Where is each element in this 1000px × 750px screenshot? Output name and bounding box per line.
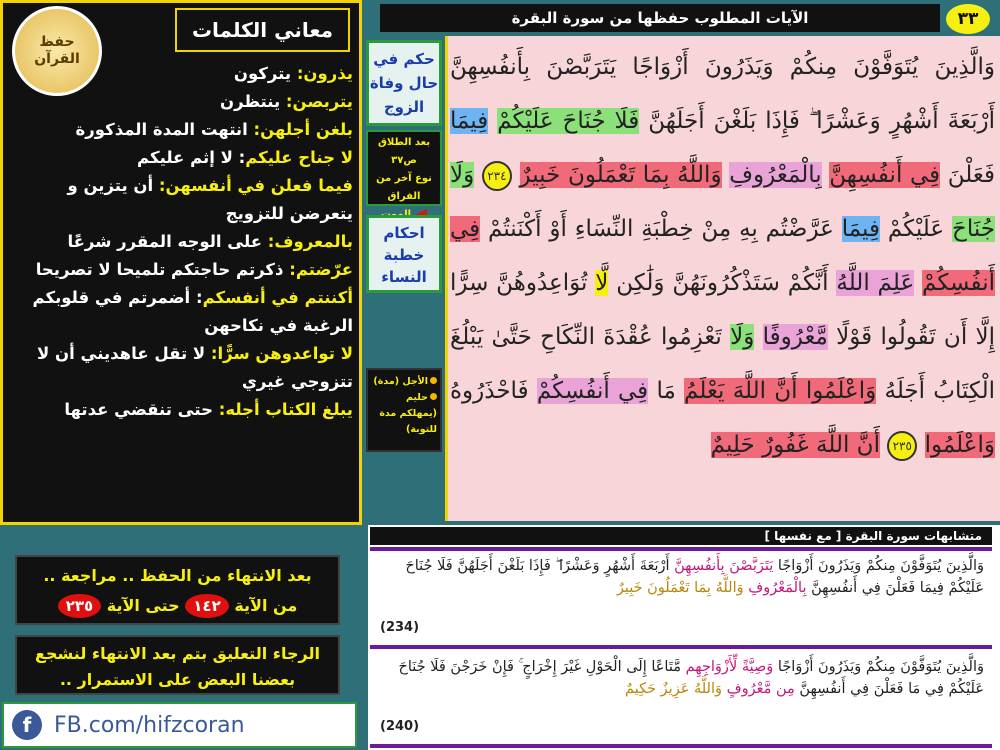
- logo-line1: حفظ: [39, 34, 75, 51]
- meaning-item: [8, 172, 353, 228]
- meaning-item: [8, 256, 353, 284]
- quran-verses: [450, 40, 995, 472]
- comment-request-box: الرجاء التعليق بتم بعد الانتهاء لنشجع بعضنا البعض على الاستمرار ..: [15, 635, 340, 695]
- meaning-term: فيما فعلن في أنفسهن:: [158, 176, 353, 195]
- meaning-item: [8, 88, 353, 116]
- ajal-item-text: الأجل (مدة): [373, 376, 428, 387]
- highlight-pink: عَلِمَ اللَّهُ: [836, 270, 915, 296]
- meaning-def: يتركون: [233, 64, 297, 83]
- ruling-widow-line: حال وفاة: [369, 74, 439, 92]
- talaq-line1: بعد الطلاق ص٣٧: [377, 137, 431, 166]
- ayah-number-235: ٢٣٥: [887, 431, 917, 461]
- similar-verses-header: متشابهات سورة البقرة [ مع نفسها ]: [370, 527, 992, 545]
- bullet-icon: [430, 377, 437, 384]
- meaning-def: انتهت المدة المذكورة: [75, 120, 254, 139]
- verse-text: تَعْزِمُوا عُقْدَةَ النِّكَاحِ حَتَّىٰ يَبْلُغَ الْكِتَابُ أَجَلَهُ: [450, 324, 995, 404]
- ajal-note-box: [366, 368, 442, 452]
- review-instruction-box: [15, 555, 340, 625]
- highlight-blue: فِيمَا: [841, 216, 880, 242]
- highlight-yellow: لَّا: [595, 270, 609, 296]
- meaning-def: لا تقل عاهديني أن لا تتزوجي غيري: [37, 344, 353, 391]
- similar-verse-234: [370, 547, 992, 649]
- highlight-red: فِي أَنفُسِهِنَّ: [829, 162, 941, 188]
- meaning-def: ذكرتم حاجتكم تلميحا لا تصريحا: [35, 260, 290, 279]
- verse-text: مَّتَاعًا إِلَى الْحَوْلِ غَيْرَ إِخْرَاجٍ ۚ فَإِنْ خَرَجْنَ فَلَا جُنَاحَ عَلَيْكُمْ فِي مَا فَعَلْنَ فِي أَنفُسِهِنَّ: [398, 659, 984, 697]
- meaning-term: لا جناح عليكم: [245, 148, 353, 167]
- meaning-item: [8, 284, 353, 340]
- ruling-widow-line: الزوج: [383, 98, 425, 116]
- talaq-line2: نوع آخر من الفراق: [376, 173, 432, 202]
- meaning-term: يتربصن:: [285, 92, 353, 111]
- highlight-green: وَلَا: [730, 324, 755, 350]
- verse-ending: وَاللَّهُ بِمَا تَعْمَلُونَ خَبِيرٌ: [616, 580, 749, 596]
- logo-line2: القرآن: [34, 51, 80, 67]
- verse-highlight: يَتَرَبَّصْنَ بِأَنفُسِهِنَّ: [674, 558, 774, 574]
- verse-reference: (234): [380, 620, 420, 635]
- meaning-def: حتى تنقضي عدتها: [64, 400, 219, 419]
- review-to: حتى الآية: [106, 596, 180, 615]
- verse-text: عَلَيْكُمْ: [879, 216, 952, 242]
- meaning-term: لا تواعدوهن سرًّا:: [210, 344, 353, 363]
- ajal-item-text: حليم (يمهلكم مدة للتوبة): [379, 392, 437, 435]
- quran-header: الآيات المطلوب حفظها من سورة البقرة: [380, 4, 940, 32]
- meaning-def: : لا إثم عليكم: [137, 148, 246, 167]
- highlight-red: فِي أَنفُسِكُمْ: [450, 216, 995, 296]
- ajal-item: [371, 374, 437, 390]
- verse-text: تُوَاعِدُوهُنَّ سِرًّا إِلَّا أَن تَقُولُوا قَوْلًا: [450, 270, 995, 350]
- review-line1: بعد الانتهاء من الحفظ .. مراجعة ..: [43, 566, 312, 585]
- review-from-number: ١٤٢: [185, 594, 228, 618]
- meaning-term: يبلغ الكتاب أجله:: [218, 400, 353, 419]
- meaning-item: [8, 396, 353, 424]
- talaq-note-box: [366, 130, 442, 206]
- meaning-def: ينتظرن: [220, 92, 286, 111]
- meaning-def: على الوجه المقرر شرعًا: [67, 232, 268, 251]
- engagement-rules-box: [366, 215, 442, 293]
- facebook-link-bar[interactable]: [2, 702, 357, 748]
- meanings-title: معاني الكلمات: [175, 8, 350, 52]
- similar-verse-240: [370, 652, 992, 748]
- meaning-term: بلغن أجلهن:: [253, 120, 353, 139]
- verse-reference: (240): [380, 719, 420, 734]
- verse-text: فَعَلْنَ: [940, 162, 996, 188]
- page-number-badge: ٣٣: [946, 4, 990, 34]
- facebook-link[interactable]: FB.com/hifzcoran: [54, 712, 245, 738]
- highlight-red: أَنَّ اللَّهَ غَفُورٌ حَلِيمٌ: [710, 432, 880, 458]
- bullet-icon: [430, 393, 437, 400]
- meaning-item: [8, 116, 353, 144]
- ayah-number-234: ٢٣٤: [482, 161, 512, 191]
- highlight-green: وَلَا جُنَاحَ: [450, 162, 995, 242]
- meaning-term: أكننتم في أنفسكم: [202, 288, 353, 307]
- highlight-red: وَاللَّهُ بِمَا تَعْمَلُونَ خَبِيرٌ: [519, 162, 722, 188]
- meaning-item: [8, 144, 353, 172]
- highlight-red: وَاعْلَمُوا أَنَّ اللَّهَ يَعْلَمُ: [684, 378, 877, 404]
- review-line2: [17, 591, 338, 621]
- review-from: من الآية: [234, 596, 298, 615]
- verse-text: عَرَّضْتُم بِهِ مِنْ خِطْبَةِ النِّسَاءِ أَوْ أَكْنَنتُمْ: [480, 216, 842, 242]
- verse-text: مَا: [648, 378, 685, 404]
- highlight-green: فَلَا جُنَاحَ عَلَيْكُمْ: [497, 108, 640, 134]
- engagement-line: خطبة: [383, 246, 425, 264]
- verse-text: وَالَّذِينَ يُتَوَفَّوْنَ مِنكُمْ وَيَذَرُونَ أَزْوَاجًا: [773, 558, 984, 574]
- meaning-item: [8, 228, 353, 256]
- highlight-pink: فِي أَنفُسِكُمْ: [536, 378, 649, 404]
- review-to-number: ٢٣٥: [58, 594, 101, 618]
- meaning-item: [8, 340, 353, 396]
- meaning-item: [8, 60, 353, 88]
- verse-text: وَالَّذِينَ يُتَوَفَّوْنَ مِنكُمْ وَيَذَرُونَ أَزْوَاجًا: [773, 659, 984, 675]
- verse-text: فَاحْذَرُوهُ: [450, 378, 537, 404]
- verse-text: أَنَّكُمْ سَتَذْكُرُونَهُنَّ وَلَٰكِن: [608, 270, 837, 296]
- meaning-term: يذرون:: [296, 64, 353, 83]
- ajal-item: [371, 390, 437, 438]
- verse-highlight: وَصِيَّةً لِّأَزْوَاجِهِم: [685, 659, 774, 675]
- ruling-widow-box: [366, 40, 442, 126]
- highlight-red: وَاعْلَمُوا: [924, 432, 995, 458]
- meaning-def: : أضمرتم في قلوبكم الرغبة في نكاحهن: [32, 288, 353, 335]
- verse-ending: وَاللَّهُ عَزِيزٌ حَكِيمٌ: [625, 681, 727, 697]
- meanings-list: [8, 60, 353, 424]
- verse-text: أَرْبَعَةَ أَشْهُرٍ وَعَشْرًا ۖ فَإِذَا بَلَغْنَ أَجَلَهُنَّ فَلَا جُنَاحَ عَلَيْكُمْ فِيمَا فَعَلْنَ فِي أَنفُسِهِنَّ: [405, 558, 984, 596]
- ruling-widow-line: حكم في: [373, 50, 435, 68]
- facebook-icon: f: [12, 710, 42, 740]
- verse-text: وَالَّذِينَ يُتَوَفَّوْنَ مِنكُمْ وَيَذَرُونَ أَزْوَاجًا يَتَرَبَّصْنَ بِأَنفُسِهِنَّ أَرْبَعَةَ أَشْهُرٍ وَعَشْرًا ۖ فَإِذَا بَلَغْنَ أَجَلَهُنَّ: [450, 54, 995, 134]
- meaning-term: عرّضتم:: [289, 260, 353, 279]
- meaning-def: أن يتزين و يتعرضن للتزويج: [67, 176, 353, 223]
- engagement-line: احكام: [383, 224, 425, 242]
- highlight-pink: بِالْمَعْرُوفِ: [729, 162, 822, 188]
- verse-highlight: بِالْمَعْرُوفِ: [748, 580, 807, 596]
- engagement-line: النساء: [381, 268, 427, 286]
- highlight-blue: فِيمَا: [450, 108, 489, 134]
- verse-highlight: مِن مَّعْرُوفٍ: [726, 681, 795, 697]
- meaning-term: بالمعروف:: [267, 232, 353, 251]
- highlight-pink: مَّعْرُوفًا: [762, 324, 828, 350]
